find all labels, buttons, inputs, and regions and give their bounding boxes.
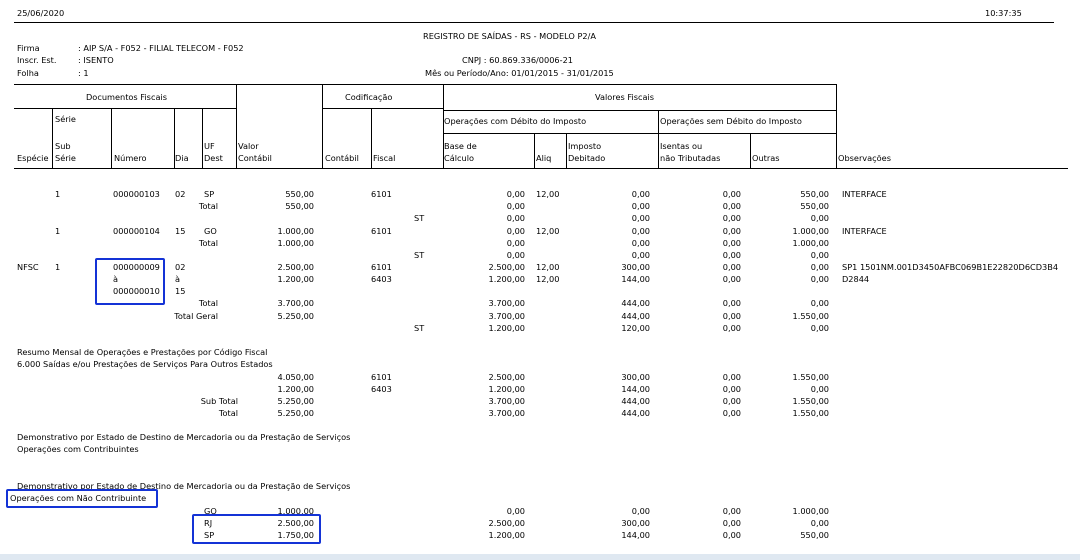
resumo-subtitle: 6.000 Saídas e/ou Prestações de Serviços Para Outros Estados xyxy=(17,359,273,369)
demo2-cell-uf: SP xyxy=(204,530,215,540)
cell-fiscal: 6101 xyxy=(371,189,392,199)
resumo-cell-valor: 4.050,00 xyxy=(277,372,314,382)
cell-especie: NFSC xyxy=(17,262,39,272)
cell-outras: 550,00 xyxy=(800,189,829,199)
demo2-cell-imposto: 0,00 xyxy=(631,506,650,516)
cell-valor: 5.250,00 xyxy=(277,311,314,321)
demo2-cell-imposto: 300,00 xyxy=(621,518,650,528)
firma-value: : AIP S/A - F052 - FILIAL TELECOM - F052 xyxy=(78,43,244,53)
cell-outras: 0,00 xyxy=(810,262,829,272)
cell-valor: 3.700,00 xyxy=(277,298,314,308)
cell-obs: INTERFACE xyxy=(842,189,887,199)
highlight-box-numero xyxy=(95,258,165,305)
cell-fiscal: 6101 xyxy=(371,262,392,272)
cell-isentas: 0,00 xyxy=(722,189,741,199)
cell-base: 0,00 xyxy=(506,238,525,248)
cell-imposto: 0,00 xyxy=(631,201,650,211)
header-uf: UF xyxy=(204,141,215,151)
report-title: REGISTRO DE SAÍDAS - RS - MODELO P2/A xyxy=(423,31,596,41)
cell-isentas: 0,00 xyxy=(722,274,741,284)
header-valor-contabil: Contábil xyxy=(238,153,272,163)
cell-base: 1.200,00 xyxy=(488,323,525,333)
cell-aliq: 12,00 xyxy=(536,189,560,199)
resumo-cell-isentas: 0,00 xyxy=(722,408,741,418)
demo2-cell-outras: 0,00 xyxy=(810,518,829,528)
demo2-subtitle: Operações com Não Contribuinte xyxy=(10,493,147,503)
resumo-cell-base: 2.500,00 xyxy=(488,372,525,382)
cell-uf: SP xyxy=(204,189,215,199)
cell-isentas: 0,00 xyxy=(722,250,741,260)
cell-isentas: 0,00 xyxy=(722,262,741,272)
cnpj: CNPJ : 60.869.336/0006-21 xyxy=(462,55,574,65)
header-contabil: Contábil xyxy=(325,153,359,163)
cell-numero: à xyxy=(113,274,119,284)
cell-obs: D2844 xyxy=(842,274,870,284)
inscr-label: Inscr. Est. xyxy=(17,55,57,65)
resumo-title: Resumo Mensal de Operações e Prestações por Código Fiscal xyxy=(17,347,268,357)
cell-imposto: 0,00 xyxy=(631,189,650,199)
cell-contabil: ST xyxy=(414,213,425,223)
highlight-box-rj-sp xyxy=(192,514,321,544)
cell-outras: 0,00 xyxy=(810,274,829,284)
firma-label: Firma xyxy=(17,43,40,53)
header-fiscal: Fiscal xyxy=(373,153,396,163)
resumo-cell-isentas: 0,00 xyxy=(722,384,741,394)
cell-dia: 15 xyxy=(175,226,186,236)
resumo-cell-fiscal: 6403 xyxy=(371,384,392,394)
demo2-cell-isentas: 0,00 xyxy=(722,506,741,516)
cell-aliq: 12,00 xyxy=(536,226,560,236)
resumo-cell-imposto: 444,00 xyxy=(621,396,650,406)
header-sub: Sub xyxy=(55,141,71,151)
cell-base: 1.200,00 xyxy=(488,274,525,284)
cell-isentas: 0,00 xyxy=(722,323,741,333)
cell-contabil: ST xyxy=(414,250,425,260)
header-numero: Número xyxy=(114,153,147,163)
cell-serie: 1 xyxy=(55,226,61,236)
cell-dia: 02 xyxy=(175,189,186,199)
header-dia: Dia xyxy=(175,153,189,163)
cell-isentas: 0,00 xyxy=(722,298,741,308)
cell-base: 0,00 xyxy=(506,201,525,211)
cell-valor: 1.000,00 xyxy=(277,238,314,248)
highlight-box-nao-contribuinte xyxy=(6,489,158,508)
header-dest: Dest xyxy=(204,153,223,163)
header-outras: Outras xyxy=(752,153,780,163)
cell-outras: 550,00 xyxy=(800,201,829,211)
folha-value: : 1 xyxy=(78,68,89,78)
cell-valor: 2.500,00 xyxy=(277,262,314,272)
resumo-cell-imposto: 300,00 xyxy=(621,372,650,382)
header-codificacao: Codificação xyxy=(345,92,393,102)
resumo-cell-valor: 1.200,00 xyxy=(277,384,314,394)
resumo-cell-outras: 1.550,00 xyxy=(792,396,829,406)
demo2-cell-outras: 1.000,00 xyxy=(792,506,829,516)
cell-base: 3.700,00 xyxy=(488,311,525,321)
header-especie: Espécie xyxy=(17,153,49,163)
cell-outras: 1.000,00 xyxy=(792,238,829,248)
periodo: Mês ou Período/Ano: 01/01/2015 - 31/01/2015 xyxy=(425,68,614,78)
header-op-com-debito: Operações com Débito do Imposto xyxy=(444,116,587,126)
resumo-cell-outras: 1.550,00 xyxy=(792,408,829,418)
header-valor: Valor xyxy=(238,141,259,151)
cell-numero: 000000009 xyxy=(113,262,160,272)
cell-isentas: 0,00 xyxy=(722,311,741,321)
cell-imposto: 0,00 xyxy=(631,238,650,248)
cell-base: 0,00 xyxy=(506,250,525,260)
cell-imposto: 300,00 xyxy=(621,262,650,272)
header-isentas: Isentas ou xyxy=(660,141,703,151)
header-calculo: Cálculo xyxy=(444,153,474,163)
cell-contabil: ST xyxy=(414,323,425,333)
demo2-cell-valor: 1.750,00 xyxy=(277,530,314,540)
cell-label: Total xyxy=(198,201,218,211)
cell-label: Total xyxy=(198,298,218,308)
resumo-cell-valor: 5.250,00 xyxy=(277,408,314,418)
demo2-cell-uf: RJ xyxy=(204,518,213,528)
cell-label: Total Geral xyxy=(174,311,218,321)
cell-fiscal: 6101 xyxy=(371,226,392,236)
header-base: Base de xyxy=(444,141,477,151)
report-date: 25/06/2020 xyxy=(17,8,65,18)
cell-base: 0,00 xyxy=(506,226,525,236)
cell-base: 0,00 xyxy=(506,189,525,199)
header-debitado: Debitado xyxy=(568,153,606,163)
cell-base: 0,00 xyxy=(506,213,525,223)
report-time: 10:37:35 xyxy=(985,8,1022,18)
header-valores-fiscais: Valores Fiscais xyxy=(595,92,655,102)
cell-uf: GO xyxy=(204,226,217,236)
cell-fiscal: 6403 xyxy=(371,274,392,284)
resumo-cell-isentas: 0,00 xyxy=(722,396,741,406)
demo2-cell-valor: 2.500,00 xyxy=(277,518,314,528)
cell-aliq: 12,00 xyxy=(536,274,560,284)
cell-imposto: 0,00 xyxy=(631,213,650,223)
cell-dia: à xyxy=(175,274,181,284)
resumo-cell-imposto: 444,00 xyxy=(621,408,650,418)
demo1-title: Demonstrativo por Estado de Destino de Mercadoria ou da Prestação de Serviços xyxy=(17,432,351,442)
cell-base: 2.500,00 xyxy=(488,262,525,272)
cell-isentas: 0,00 xyxy=(722,226,741,236)
cell-isentas: 0,00 xyxy=(722,213,741,223)
cell-serie: 1 xyxy=(55,262,61,272)
cell-outras: 1.000,00 xyxy=(792,226,829,236)
cell-imposto: 144,00 xyxy=(621,274,650,284)
demo2-cell-base: 0,00 xyxy=(506,506,525,516)
cell-imposto: 444,00 xyxy=(621,298,650,308)
folha-label: Folha xyxy=(17,68,39,78)
cell-valor: 1.000,00 xyxy=(277,226,314,236)
cell-valor: 550,00 xyxy=(285,201,314,211)
demo2-cell-isentas: 0,00 xyxy=(722,518,741,528)
demo2-cell-imposto: 144,00 xyxy=(621,530,650,540)
demo2-cell-isentas: 0,00 xyxy=(722,530,741,540)
resumo-cell-outras: 1.550,00 xyxy=(792,372,829,382)
cell-base: 3.700,00 xyxy=(488,298,525,308)
cell-valor: 550,00 xyxy=(285,189,314,199)
resumo-cell-base: 3.700,00 xyxy=(488,408,525,418)
cell-numero: 000000103 xyxy=(113,189,160,199)
cell-obs: SP1 1501NM.001D3450AFBC069B1E22820D6CD3B4 xyxy=(842,262,1059,272)
cell-imposto: 0,00 xyxy=(631,226,650,236)
header-nao-tributadas: não Tributadas xyxy=(660,153,721,163)
cell-numero: 000000104 xyxy=(113,226,160,236)
cell-outras: 1.550,00 xyxy=(792,311,829,321)
header-serie: Série xyxy=(55,114,76,124)
cell-obs: INTERFACE xyxy=(842,226,887,236)
cell-aliq: 12,00 xyxy=(536,262,560,272)
resumo-cell-valor: 5.250,00 xyxy=(277,396,314,406)
cell-imposto: 120,00 xyxy=(621,323,650,333)
inscr-value: : ISENTO xyxy=(78,55,114,65)
window-bottom-edge xyxy=(0,554,1080,560)
resumo-cell-fiscal: 6101 xyxy=(371,372,392,382)
cell-dia: 02 xyxy=(175,262,186,272)
cell-isentas: 0,00 xyxy=(722,238,741,248)
resumo-cell-outras: 0,00 xyxy=(810,384,829,394)
resumo-cell-isentas: 0,00 xyxy=(722,372,741,382)
cell-imposto: 0,00 xyxy=(631,250,650,260)
cell-outras: 0,00 xyxy=(810,213,829,223)
cell-outras: 0,00 xyxy=(810,323,829,333)
demo2-title: Demonstrativo por Estado de Destino de Mercadoria ou da Prestação de Serviços xyxy=(17,481,351,491)
header-op-sem-debito: Operações sem Débito do Imposto xyxy=(660,116,802,126)
cell-serie: 1 xyxy=(55,189,61,199)
divider xyxy=(14,22,1054,23)
demo2-cell-outras: 550,00 xyxy=(800,530,829,540)
cell-dia: 15 xyxy=(175,286,186,296)
header-imposto: Imposto xyxy=(568,141,602,151)
resumo-cell-base: 1.200,00 xyxy=(488,384,525,394)
cell-valor: 1.200,00 xyxy=(277,274,314,284)
demo2-cell-valor: 1.000,00 xyxy=(277,506,314,516)
cell-outras: 0,00 xyxy=(810,298,829,308)
demo2-cell-base: 2.500,00 xyxy=(488,518,525,528)
cell-outras: 0,00 xyxy=(810,250,829,260)
resumo-cell-label: Total xyxy=(218,408,238,418)
header-aliq: Aliq xyxy=(536,153,552,163)
header-sub-serie: Série xyxy=(55,153,76,163)
resumo-cell-base: 3.700,00 xyxy=(488,396,525,406)
demo2-cell-uf: GO xyxy=(204,506,217,516)
cell-imposto: 444,00 xyxy=(621,311,650,321)
cell-numero: 000000010 xyxy=(113,286,160,296)
header-observacoes: Observações xyxy=(838,153,891,163)
demo1-subtitle: Operações com Contribuintes xyxy=(17,444,139,454)
cell-isentas: 0,00 xyxy=(722,201,741,211)
cell-label: Total xyxy=(198,238,218,248)
header-documentos-fiscais: Documentos Fiscais xyxy=(86,92,168,102)
resumo-cell-label: Sub Total xyxy=(200,396,238,406)
demo2-cell-base: 1.200,00 xyxy=(488,530,525,540)
resumo-cell-imposto: 144,00 xyxy=(621,384,650,394)
